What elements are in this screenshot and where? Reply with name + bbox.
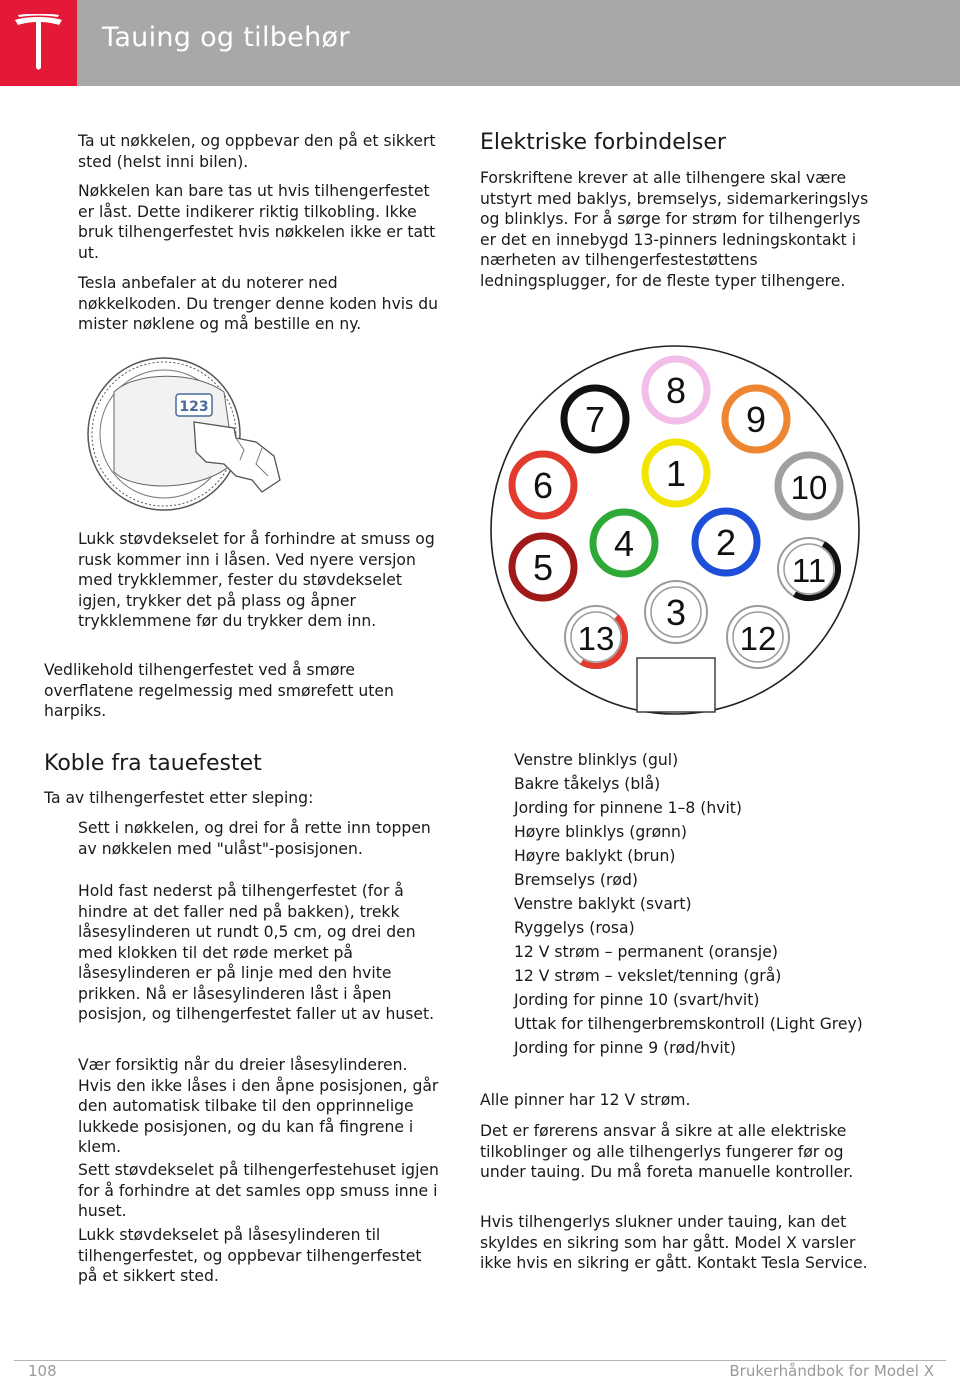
pin-item-5: Høyre baklykt (brun) <box>514 847 676 865</box>
pin-list <box>514 750 874 1062</box>
pin-label: 2 <box>715 522 737 563</box>
heading-disconnect: Koble fra tauefestet <box>44 751 262 776</box>
paragraph-driver-responsibility: Det er førerens ansvar å sikre at alle elektriske tilkoblinger og alle tilhengerlys fungerer før og under tauing. Du må foreta manuelle kontroller. <box>480 1122 854 1181</box>
pin-6 <box>512 454 574 516</box>
pin-item-2: Bakre tåkelys (blå) <box>514 775 661 793</box>
page-number: 108 <box>28 1362 57 1380</box>
connector-13-pin-diagram <box>480 338 890 718</box>
pin-label: 11 <box>791 552 827 589</box>
pin-label: 1 <box>665 453 687 494</box>
pin-item-13: Jording for pinne 9 (rød/hvit) <box>514 1039 736 1057</box>
pin-label: 13 <box>577 620 615 657</box>
paragraph-dust-cover: Lukk støvdekselet for å forhindre at smuss og rusk kommer inn i låsen. Ved nyere versjon med trykklemmer, fester du støvdekselet igjen, trykker det på plass og åpner trykklemmene før du trykker dem inn. <box>78 530 435 630</box>
paragraph-maintenance: Vedlikehold tilhengerfestet ved å smøre overflatene regelmessig med smørefett uten harpiks. <box>44 661 394 720</box>
pin-item-8: Ryggelys (rosa) <box>514 919 635 937</box>
pin-label: 12 <box>739 620 777 657</box>
pin-label: 10 <box>790 469 828 506</box>
paragraph-key-locked: Nøkkelen kan bare tas ut hvis tilhengerfestet er låst. Dette indikerer riktig tilkobling. Ikke bruk tilhengerfestet hvis nøkkelen ikke er tatt ut. <box>78 182 436 262</box>
step-3: Sett støvdekselet på tilhengerfestehuset igjen for å forhindre at det samles opp smuss inne i huset. <box>78 1161 439 1220</box>
pin-11 <box>778 538 840 600</box>
paragraph-disconnect-intro: Ta av tilhengerfestet etter sleping: <box>44 789 314 807</box>
footer-divider <box>14 1360 946 1361</box>
tesla-logo <box>0 0 77 86</box>
pin-12 <box>727 606 789 668</box>
pin-item-7: Venstre baklykt (svart) <box>514 895 692 913</box>
paragraph-fuse-note: Hvis tilhengerlys slukner under tauing, kan det skyldes en sikring som har gått. Model X varsler ikke hvis en sikring er gått. Kontakt Tesla Service. <box>480 1213 868 1272</box>
pin-item-1: Venstre blinklys (gul) <box>514 751 679 769</box>
pin-10 <box>778 455 840 517</box>
pin-label: 6 <box>532 465 554 506</box>
pin-item-3: Jording for pinnene 1–8 (hvit) <box>514 799 742 817</box>
paragraph-electrical-intro: Forskriftene krever at alle tilhengere skal være utstyrt med baklys, bremselys, sidemarkeringslys og blinklys. For å sørge for strøm for tilhengerlys er det en innebygd 13-pinners ledningskontakt i nærheten av tilhengerfestestøttens ledningsplugger, for de fleste typer tilhengere. <box>480 169 869 290</box>
heading-electrical: Elektriske forbindelser <box>480 130 726 155</box>
paragraph-all-pins: Alle pinner har 12 V strøm. <box>480 1091 691 1109</box>
paragraph-remove-key: Ta ut nøkkelen, og oppbevar den på et sikkert sted (helst inni bilen). <box>78 132 436 171</box>
pin-label: 3 <box>665 592 687 633</box>
step-2: Hold fast nederst på tilhengerfestet (for å hindre at det faller ned på bakken), trekk låsesylinderen ut rundt 0,5 cm, og drei den med klokken til det røde merket på låsesylinderen er på linje med den hvite prikken. Nå er låsesylinderen låst i åpen posisjon, og tilhengerfestet faller ut av huset. <box>78 882 435 1023</box>
pin-3 <box>645 581 707 643</box>
pin-8 <box>645 359 707 421</box>
pin-item-9: 12 V strøm – permanent (oransje) <box>514 943 778 961</box>
step-warning: Vær forsiktig når du dreier låsesylinderen. Hvis den ikke låses i den åpne posisjonen, går den automatisk tilbake til den opprinnelige lukkede posisjonen, og du kan få fingrene i klem. <box>78 1056 439 1156</box>
pin-5 <box>512 536 574 598</box>
pin-1 <box>645 442 707 504</box>
pin-2 <box>695 511 757 573</box>
pin-label: 7 <box>584 399 606 440</box>
pin-9 <box>725 388 787 450</box>
step-1: Sett i nøkkelen, og drei for å rette inn toppen av nøkkelen med "ulåst"-posisjonen. <box>78 819 431 858</box>
pin-label: 4 <box>613 523 635 564</box>
pin-label: 5 <box>532 547 554 588</box>
pin-item-12: Uttak for tilhengerbremskontroll (Light Grey) <box>514 1015 863 1033</box>
lock-cylinder-illustration <box>84 352 289 512</box>
pin-label: 8 <box>665 370 687 411</box>
pin-13 <box>565 606 627 668</box>
pin-item-10: 12 V strøm – vekslet/tenning (grå) <box>514 967 782 985</box>
pin-label: 9 <box>745 399 767 440</box>
pin-item-11: Jording for pinne 10 (svart/hvit) <box>514 991 760 1009</box>
manual-title: Brukerhåndbok for Model X <box>729 1362 934 1380</box>
page-title: Tauing og tilbehør <box>102 22 350 53</box>
step-4: Lukk støvdekselet på låsesylinderen til tilhengerfestet, og oppbevar tilhengerfestet på et sikkert sted. <box>78 1226 422 1285</box>
paragraph-key-code: Tesla anbefaler at du noterer ned nøkkelkoden. Du trenger denne koden hvis du mister nøklene og må bestille en ny. <box>78 274 438 333</box>
page-header <box>0 0 960 86</box>
pin-4 <box>593 512 655 574</box>
pin-7 <box>564 388 626 450</box>
pin-item-6: Bremselys (rød) <box>514 871 638 889</box>
pin-item-4: Høyre blinklys (grønn) <box>514 823 688 841</box>
connector-key-slot <box>637 658 715 712</box>
tesla-t-icon <box>13 14 64 70</box>
key-code-label: 123 <box>179 399 209 415</box>
